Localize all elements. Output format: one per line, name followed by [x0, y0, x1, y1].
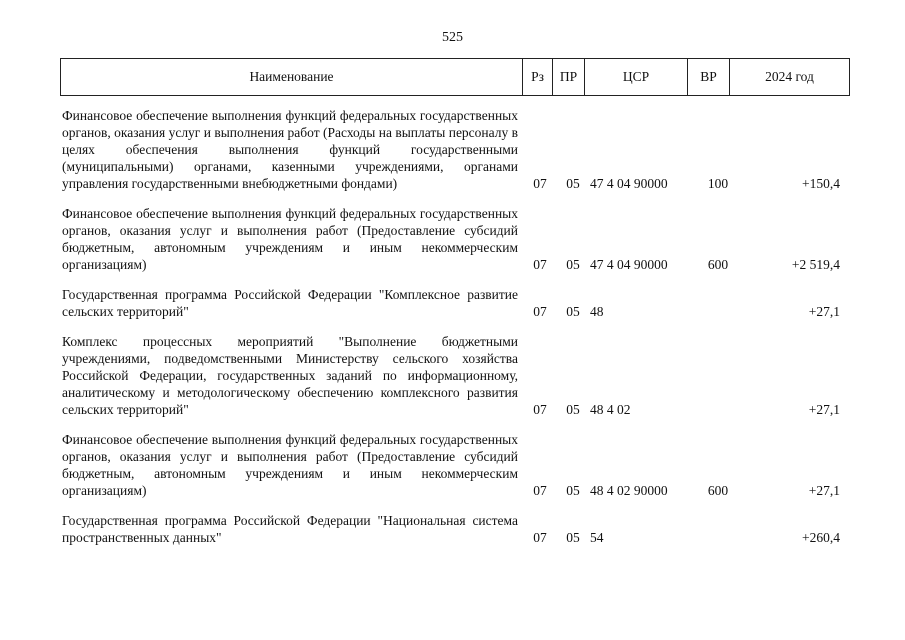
row-pr: 05	[566, 176, 580, 191]
row-name: Государственная программа Российской Федерации "Комплексное развитие сельских территорий"	[62, 287, 518, 319]
table-body	[62, 107, 852, 559]
header-vr: ВР	[688, 59, 730, 95]
header-rz: Рз	[523, 59, 553, 95]
row-pr: 05	[566, 483, 580, 498]
row-rz: 07	[533, 402, 547, 417]
header-csr: ЦСР	[585, 59, 688, 95]
row-csr: 48 4 02	[590, 402, 631, 417]
row-vr: 600	[707, 257, 729, 272]
row-vr: 600	[707, 483, 729, 498]
row-pr: 05	[566, 402, 580, 417]
row-pr: 05	[566, 257, 580, 272]
table-row	[62, 286, 852, 320]
row-name: Финансовое обеспечение выполнения функций федеральных государственных органов, оказания услуг и выполнения работ (Расходы на выплаты персоналу в целях обеспечения выполнения функций государственными (муниципальными) органами, казенными учреждениями, органами управления государственными внебюджетными фондами)	[62, 108, 518, 191]
row-name: Государственная программа Российской Федерации "Национальная система пространственных данных"	[62, 513, 518, 545]
row-pr: 05	[566, 304, 580, 319]
table-row	[62, 431, 852, 499]
row-rz: 07	[533, 176, 547, 191]
header-pr: ПР	[553, 59, 585, 95]
row-amount: +260,4	[802, 530, 840, 545]
table-row	[62, 512, 852, 546]
row-vr: 100	[707, 176, 729, 191]
row-csr: 54	[590, 530, 604, 545]
row-amount: +27,1	[808, 304, 840, 319]
row-rz: 07	[533, 257, 547, 272]
row-rz: 07	[533, 304, 547, 319]
row-csr: 48 4 02 90000	[590, 483, 668, 498]
row-amount: +150,4	[802, 176, 840, 191]
table-row	[62, 205, 852, 273]
row-name: Комплекс процессных мероприятий "Выполнение бюджетными учреждениями, подведомственными Министерству сельского хозяйства Российской Федерации, государственных заданий по информационному, аналитическому и методологическому обеспечению комплексного развития сельских территорий"	[62, 334, 518, 417]
header-name: Наименование	[61, 59, 523, 95]
row-csr: 47 4 04 90000	[590, 176, 668, 191]
header-year: 2024 год	[765, 69, 814, 84]
row-amount: +2 519,4	[791, 257, 840, 272]
table-header	[60, 58, 850, 96]
row-amount: +27,1	[808, 402, 840, 417]
row-amount: +27,1	[808, 483, 840, 498]
row-pr: 05	[566, 530, 580, 545]
table-row	[62, 333, 852, 418]
table-row	[62, 107, 852, 192]
row-rz: 07	[533, 530, 547, 545]
row-rz: 07	[533, 483, 547, 498]
page-number: 525	[442, 30, 463, 45]
row-csr: 48	[590, 304, 604, 319]
row-name: Финансовое обеспечение выполнения функций федеральных государственных органов, оказания услуг и выполнения работ (Предоставление субсидий бюджетным, автономным учреждениям и иным некоммерческим организациям)	[62, 432, 518, 498]
row-name: Финансовое обеспечение выполнения функций федеральных государственных органов, оказания услуг и выполнения работ (Предоставление субсидий бюджетным, автономным учреждениям и иным некоммерческим организациям)	[62, 206, 518, 272]
row-csr: 47 4 04 90000	[590, 257, 668, 272]
